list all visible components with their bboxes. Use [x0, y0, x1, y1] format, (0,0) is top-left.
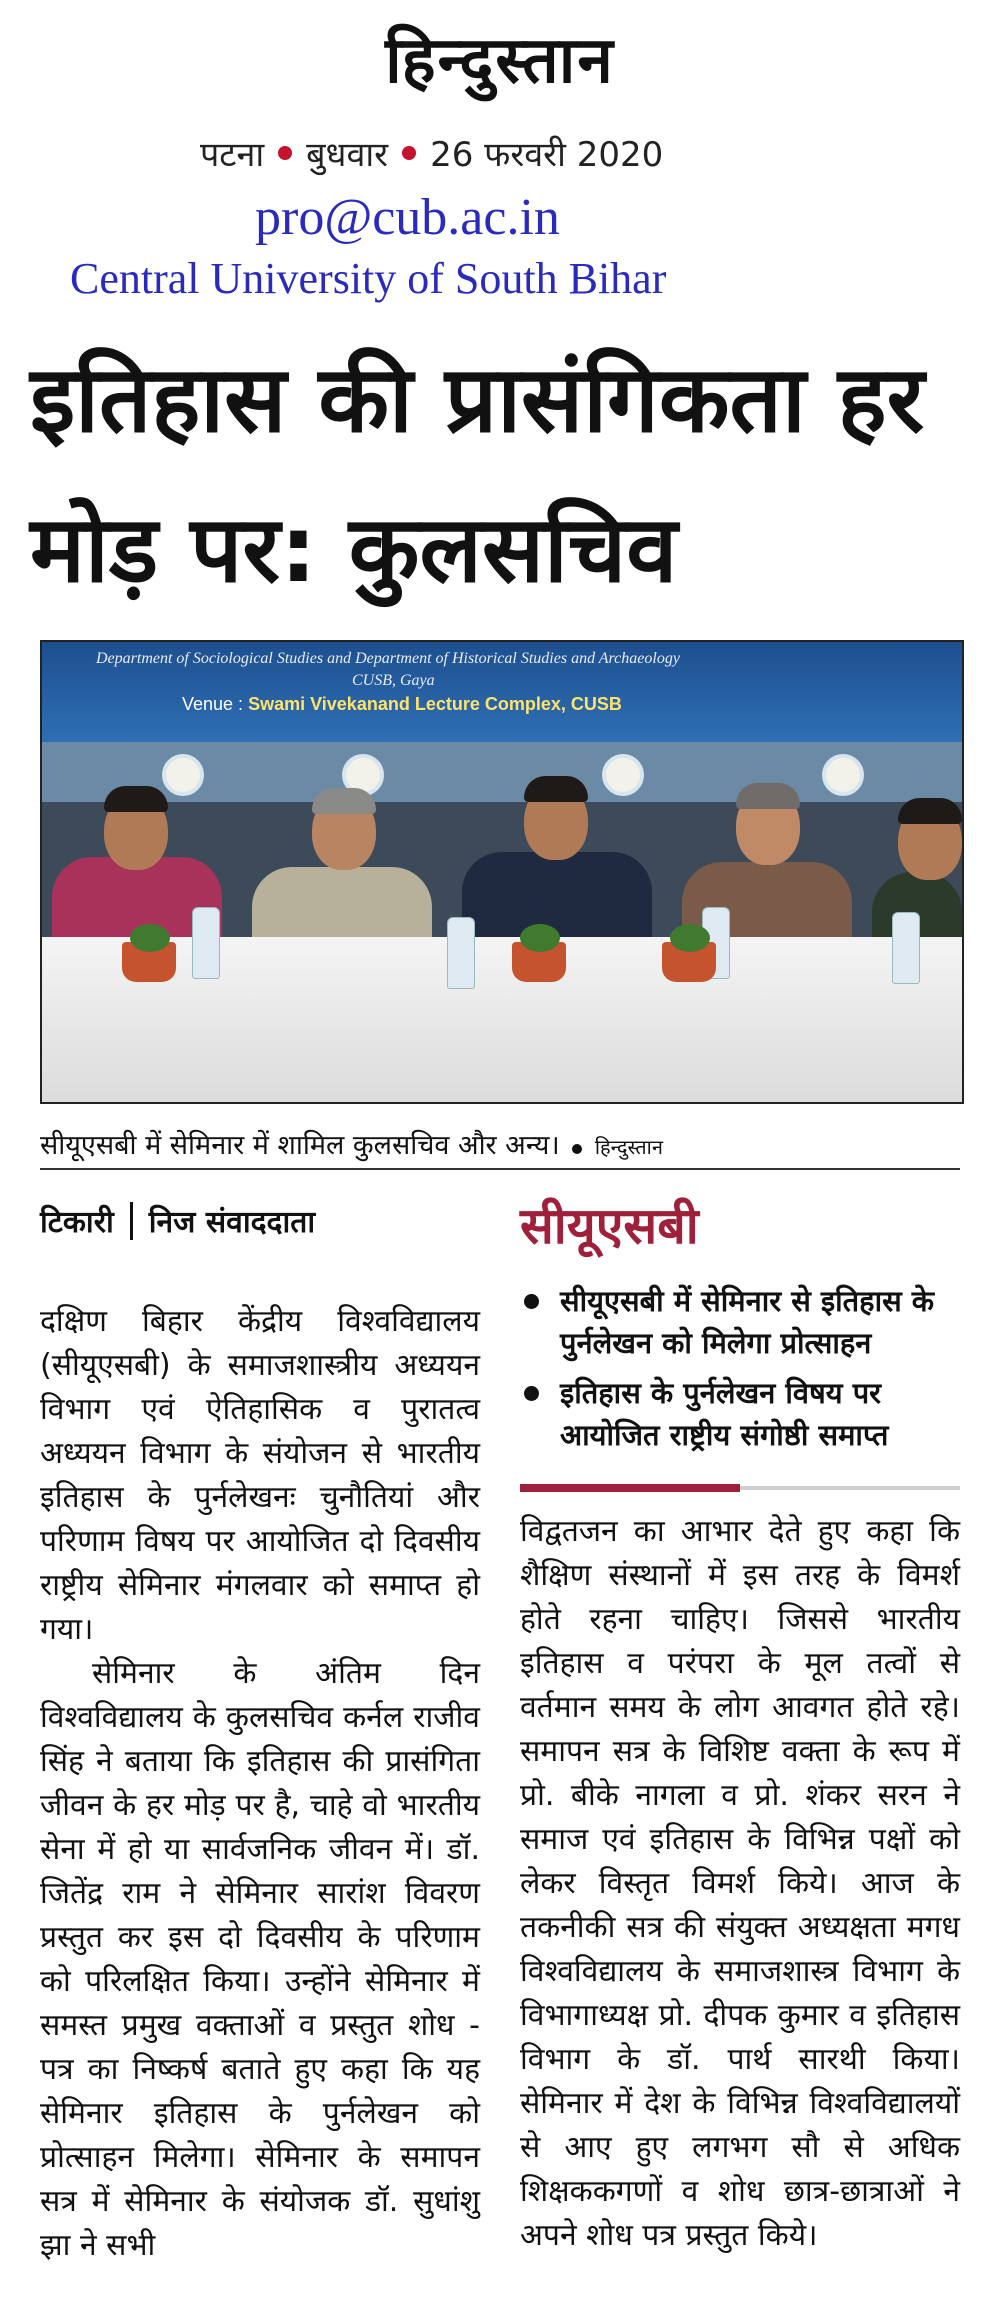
water-bottle — [192, 907, 220, 979]
water-bottle — [447, 917, 475, 989]
article-paragraph: विद्वतजन का आभार देते हुए कहा कि शैक्षिण संस्थानों में इस तरह के विमर्श होते रहना चाहिए। जिससे भारतीय इतिहास व परंपरा के मूल तत्वों से वर्तमान समय के लोग आवगत होते रहे। समापन सत्र के विशिष्ट वक्ता के रूप में प्रो. बीके नागला व प्रो. शंकर सरन ने समाज एवं इतिहास के विभिन्न पक्षों को लेकर विस्तृत विमर्श किये। आज के तकनीकी सत्र की संयुक्त अध्यक्षता मगध विश्वविद्यालय के समाजशास्त्र विभाग के विभागाध्यक्ष प्रो. दीपक कुमार व इतिहास विभाग के डॉ. पार्थ सारथी किया। सेमिनार में देश के विभिन्न विश्वविद्यालयों से आए हुए लगभग सौ से अधिक शिक्षककगणों व शोध छात्र-छात्राओं ने अपने शोध पत्र प्रस्तुत किये। — [520, 1514, 960, 2253]
person-hair — [524, 776, 588, 802]
contact-email: pro@cub.ac.in — [255, 189, 560, 246]
byline — [40, 1200, 315, 1241]
dateline-city: पटना — [200, 135, 265, 175]
photo-credit: हिन्दुस्तान — [594, 1135, 663, 1159]
flower-decoration-icon — [822, 754, 864, 796]
banner-department-text: Department of Sociological Studies and Department of Historical Studies and Archaeology — [96, 650, 680, 667]
photo-banner — [42, 642, 962, 742]
banner-venue-value: Swami Vivekanand Lecture Complex, CUSB — [248, 694, 622, 714]
highlight-bullet: इतिहास के पुर्नलेखन विषय पर आयोजित राष्ट्रीय संगोष्ठी समाप्त — [520, 1372, 960, 1456]
highlight-bullets — [520, 1280, 960, 1464]
person-hair — [312, 788, 376, 814]
bullet-divider-accent — [520, 1484, 740, 1492]
article-headline: इतिहास की प्रासंगिकता हर मोड़ पर: कुलसचिव — [30, 346, 925, 603]
separator-dot-icon — [402, 146, 416, 160]
highlight-bullet: सीयूएसबी में सेमिनार से इतिहास के पुर्नलेखन को मिलेगा प्रोत्साहन — [520, 1280, 960, 1364]
plant-icon — [670, 924, 710, 952]
banner-venue-label: Venue : — [182, 694, 244, 714]
banner-venue-text — [182, 694, 622, 715]
water-bottle — [892, 912, 920, 984]
byline-separator — [130, 1202, 133, 1240]
credit-dot-icon — [572, 1144, 582, 1154]
separator-dot-icon — [278, 146, 292, 160]
person-hair — [736, 783, 800, 809]
flower-decoration-icon — [162, 754, 204, 796]
dateline — [200, 130, 663, 176]
person-hair — [898, 798, 962, 824]
article-paragraph: सेमिनार के अंतिम दिन विश्वविद्यालय के कुलसचिव कर्नल राजीव सिंह ने बताया कि इतिहास की प्रासंगिता जीवन के हर मोड़ पर है, चाहे वो भारतीय सेना में हो या सार्वजनिक जीवन में। डॉ. जितेंद्र राम ने सेमिनार सारांश विवरण प्रस्तुत कर इस दो दिवसीय के परिणाम को परिलक्षित किया। उन्होंने सेमिनार में समस्त प्रमुख वक्ताओं व प्रस्तुत शोध - पत्र का निष्कर्ष बताते हुए कहा कि यह सेमिनार इतिहास के पुर्नलेखन को प्रोत्साहन मिलेगा। सेमिनार के समापन सत्र में सेमिनार के संयोजक डॉ. सुधांशु झा ने सभी — [40, 1656, 480, 2263]
news-photo — [40, 640, 964, 1104]
masthead: हिन्दुस्तान — [385, 23, 615, 98]
dateline-date: 26 फरवरी 2020 — [430, 135, 664, 175]
banner-campus-text: CUSB, Gaya — [352, 672, 435, 689]
byline-reporter: निज संवाददाता — [148, 1205, 316, 1240]
dateline-day: बुधवार — [306, 135, 389, 175]
article-column-left — [40, 1300, 480, 2268]
plant-icon — [520, 924, 560, 952]
plant-icon — [130, 924, 170, 952]
stage-table — [42, 937, 962, 1102]
byline-place: टिकारी — [40, 1205, 114, 1240]
bullet-divider — [520, 1486, 960, 1490]
person-hair — [104, 786, 168, 812]
photo-caption — [40, 1125, 960, 1170]
article-paragraph: दक्षिण बिहार केंद्रीय विश्वविद्यालय (सीयूएसबी) के समाजशास्त्रीय अध्ययन विभाग एवं ऐतिहासिक व पुरातत्व अध्ययन विभाग के संयोजन से भारतीय इतिहास के पुर्नलेखनः चुनौतियां और परिणाम विषय पर आयोजित दो दिवसीय राष्ट्रीय सेमिनार मंगलवार को समाप्त हो गया। — [40, 1304, 480, 1647]
section-tag: सीयूएसबी — [520, 1197, 699, 1255]
caption-text: सीयूएसबी में सेमिनार में शामिल कुलसचिव और अन्य। — [40, 1130, 560, 1161]
university-name: Central University of South Bihar — [70, 254, 667, 303]
flower-decoration-icon — [602, 754, 644, 796]
article-column-right — [520, 1510, 960, 2258]
